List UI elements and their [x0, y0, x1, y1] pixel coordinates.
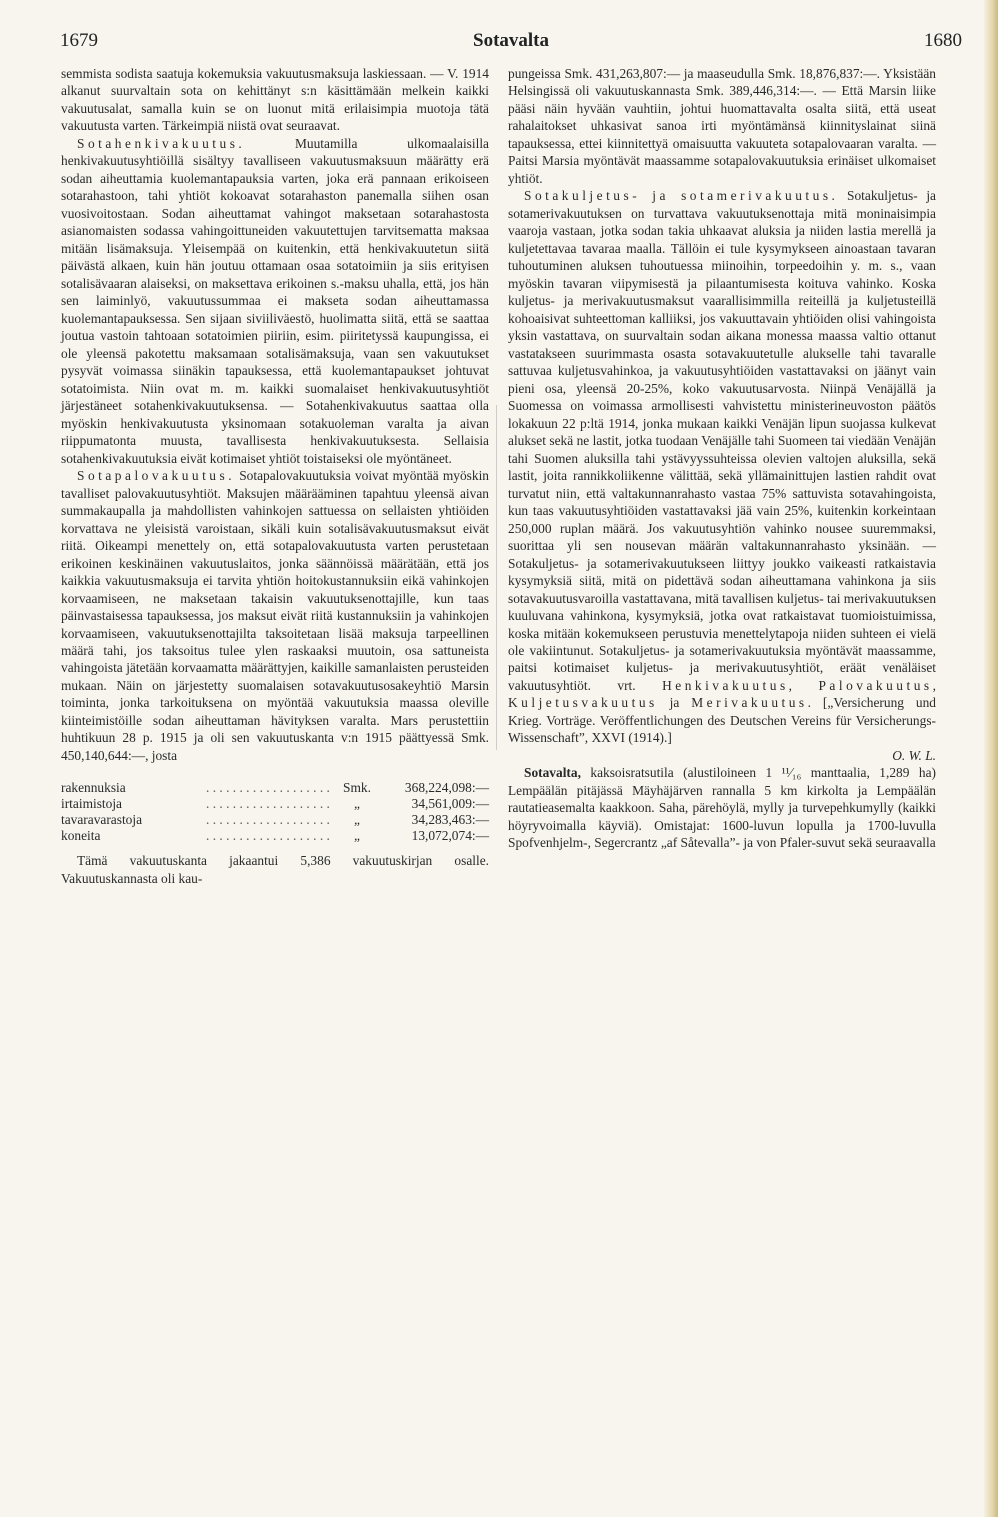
ledger-row	[61, 780, 489, 796]
paragraph-sotakuljetus: Sotakuljetus- ja sotamerivakuutus. Sotakuljetus- ja sotamerivakuutuksen on turvattava vakuutuksenottaja mitä moninaisimpia vaaroja vastaan, jotka sodan takia uhkaavat aluksia ja niiden lastia merellä ja kuljetettavaa tavaraa maalla. Tällöin ei tule kysymykseen ainoastaan tavaran tuhoutuminen aluksen tuhoutuessa miinoihin, torpeedoihin y. m. s., vaan myöskin tavaran viipymisestä ja pilaantumisesta koituva vahinko. Koska kuljetus- ja merivakuutusmaksut vaarallisimmilla reiteillä ja kuljetusteillä kohoaisivat suhteettoman kalliiksi, jos vakuuttavain yhtiöiden olisi vahingoista yksin vastattava, on suurvaltain sodan aikana monessa maassa valtio ottanut vastatakseen suurimmasta osasta sotavakuutetulle alukselle tahi tavaralle sattuvaa kuljetusvahinkoa, ja vakuutusyhtiöiden vastattavaksi on jäänyt vain pieni osa, yleensä 20-25%, koko vakuutusarvosta. Niinpä Venäjällä ja Suomessa on voimassa armollisesti vahvistettu ministerineuvoston päätös lokakuun 22 p:ltä 1914, jonka mukaan kaikki Venäjän lipun suojassa kulkevat alukset sekä ne lastit, jotka tuodaan Venäjälle tahi Suomeen tai viedään Venäjän tahi Suomen aluksilla tahi ystävyyssuhteissa olevien valtojen aluksilla, sekä lastit, joita rannikkoliikenne välittää, sekä yllämainittujen lastien rahdit ovat turvatut niin, että valtakunnanrahasto vastaa 75% sattuvista sotavahingoista, kun taas vakuutusyhtiöiden vastattavaksi jää vain 25%, kuitenkin korkeintaan 250,000 ruplan määrä. Jos vakuutusyhtiön vahinko nousee suuremmaksi, suorittaa yli sen nousevan määrän valtakunnanrahasto yksinään. — Sotakuljetus- ja sotamerivakuutukseen liittyy joukko vaikeasti ratkaistavia kysymyksiä siitä, mitä on pidettävä sodan aiheuttamana vahinkona ja siis sotavakuutusvaroilla vastattavana, mitä tavallisen kuljetus- tai merivakuutuksen kuuluvana vahinkona, kysymyksiä, jotka ovat ratkaistavat tuomioistuimissa, koska mitään kokemukseen perustuvia menettelytapoja niiden suhteen ei vielä ole vakiintunut. Sotakuljetus- ja sotamerivakuutuksia myöntävät maassamme, paitsi kotimaiset kuljetus- ja merivakuutusyhtiöt, eräät venäläiset vakuutusyhtiöt. vrt. Henkivakuutus, Palovakuutus, Kuljetusvakuutus ja Merivakuutus. [„Versicherung und Krieg. Vorträge. Veröffentlichungen des Deutschen Vereins für Versicherungs-Wissenschaft”, XXVI (1914).]	[508, 188, 937, 746]
ledger-dots: . . . . . . . . . . . . . . . . . . .	[206, 828, 330, 844]
ledger-label: irtaimistoja	[61, 796, 122, 812]
page-header	[60, 30, 962, 58]
page-title: Sotavalta	[473, 30, 549, 51]
term-sotavalta: Sotavalta,	[524, 765, 581, 781]
page-edge-shadow	[984, 0, 998, 1517]
cross-ref-merivakuutus[interactable]: Merivakuutus	[691, 695, 808, 711]
ledger-label: tavaravarastoja	[61, 812, 143, 828]
ledger-dots: . . . . . . . . . . . . . . . . . . .	[206, 796, 330, 812]
paragraph-sotavalta-estate: Sotavalta, kaksoisratsutila (alustiloineen 1 ¹¹⁄₁₆ manttaalia, 1,289 ha) Lempäälän pitäjässä Mäyhäjärven rannalla 5 km kirkolta ja Lempäälän rautatieasemalta kaakkoon. Saha, pärehöylä, mylly ja turvepehkumylly (kaikki höyryvoimalla käyviä). Omistajat: 1600-luvun lopulla ja 1700-luvulla Spofvenhjelm-, Segercrantz „af Såtevalla”- ja von Pfaler-suvut sekä seuraavalla	[508, 765, 936, 851]
cross-ref-kuljetusvakuutus[interactable]: Kuljetusvakuutus	[508, 695, 658, 711]
term-sotapalovakuutus: Sotapalovakuutus.	[77, 468, 236, 484]
paragraph-intro: semmista sodista saatuja kokemuksia vakuutusmaksuja laskiessaan. — V. 1914 alkanut suurvaltain sota on kehittänyt s:n käsittämään melkein kaikki vakuutusalat, samalla kuin se on luonut mitä erilaisimpia muotoja tätä vakuutusta varten. Tärkeimpiä niistä ovat seuraavat.	[61, 66, 489, 134]
paragraph-continuation: pungeissa Smk. 431,263,807:— ja maaseudulla Smk. 18,876,837:—. Yksistään Helsingissä oli vakuutuskannasta Smk. 389,446,314:—. — Että Marsin liike pääsi näin hyvään vauhtiin, johtui huomattavalta osalta siitä, että useat rahalaitokset uhkasivat sanoa irti myöntämänsä kiinnityslainat siinä tapauksessa, ettei kiinnitettyä omaisuutta vakuuteta sotapalovaaran varalta. — Paitsi Marsia myöntävät maassamme sotapalovakuutuksia erinäiset ulkomaiset yhtiöt.	[508, 66, 936, 186]
page-number-left: 1679	[60, 30, 98, 51]
left-column	[61, 65, 489, 887]
cross-ref-palovakuutus[interactable]: Palovakuutus	[818, 677, 933, 693]
ledger-amount: 368,224,098:—	[404, 780, 489, 796]
ledger-currency: „	[354, 812, 360, 828]
author-signature: O. W. L.	[892, 747, 936, 763]
ledger-row	[61, 828, 489, 844]
ledger-currency: Smk.	[343, 780, 371, 796]
insurance-ledger	[61, 780, 489, 844]
term-sotahenkivakuutus: Sotahenkivakuutus.	[77, 135, 246, 151]
ledger-amount: 34,283,463:—	[411, 812, 489, 828]
cross-ref-henkivakuutus[interactable]: Henkivakuutus	[662, 677, 789, 693]
paragraph-sotahenkivakuutus: Sotahenkivakuutus. Muutamilla ulkomaalaisilla henkivakuutusyhtiöillä sisältyy tavalliseen vakuutusmaksuun määrätty erä sodan aiheuttamia kuolemantapauksia varten, joka erä pannaan erikoiseen sotarahastoon, tahi yhtiöt kokoavat sotarahaston panemalla siihen osan vuosivoitostaan. Sodan aiheuttamat vahingot maksetaan sotarahastosta asianomaisten sodassa vahingoittuneiden vakuutettujen tarvitsematta maksaa mitään lisämaksuja. Yleisempää on kuitenkin, että henkivakuutetun siitä päivästä alkaen, kuin hän joutuu ottamaan osaa sotatoimiin ja siis erityisen sotalisävaaran alaiseksi, on maksettava erikoinen s.-maksu uhalla, että, jos hän sen laiminlyö, vakuutussummaa ei makseta sodan aiheuttamassa kuolemantapauksessa. Sen sijaan siviiliväestö, huolimatta siitä, että se saattaa joutua vastoin tahtoaan sotatoimien piiriin, esim. piiritetyssä kaupungissa, ei ole yleensä pakotettu maksamaan sotalisämaksuja, vaan sen vakuutukset pysyvät voimassa siinäkin tapauksessa, että kuolemantapaukset johtuvat sotatoimista. Niin ovat m. m. kaikki suomalaiset henkivakuutusyhtiöt järjestäneet sotahenkivakuutuksensa. — Sotahenkivakuutus saattaa olla myöskin henkivakuutusta yksinomaan sotakuoleman varalta ja aivan riippumatonta muusta, tavallisesta henkivakuutuksesta. Sellaisia sotahenkivakuutuksia eivät kotimaiset yhtiöt toistaiseksi ole myöntäneet.	[61, 135, 489, 466]
ledger-currency: „	[354, 828, 360, 844]
ledger-row	[61, 796, 489, 812]
ledger-amount: 34,561,009:—	[411, 796, 489, 812]
page-number-right: 1680	[924, 30, 962, 51]
ledger-row	[61, 812, 489, 828]
ledger-amount: 13,072,074:—	[411, 828, 489, 844]
ledger-currency: „	[354, 796, 360, 812]
paragraph-ledger-summary: Tämä vakuutuskanta jakaantui 5,386 vakuutuskirjan osalle. Vakuutuskannasta oli kau-	[61, 853, 489, 886]
ledger-dots: . . . . . . . . . . . . . . . . . . .	[206, 812, 330, 828]
ledger-label: koneita	[61, 828, 101, 844]
ledger-dots: . . . . . . . . . . . . . . . . . . .	[206, 780, 330, 796]
right-column	[508, 65, 936, 852]
paragraph-sotapalovakuutus: Sotapalovakuutus. Sotapalovakuutuksia voivat myöntää myöskin tavalliset palovakuutusyhtiöt. Maksujen määrääminen tapahtuu yleensä aivan summakaupalla ja mahdollisten vahinkojen sattuessa on sellaisten yhtiöiden korvattava ne yleisistä varoistaan, sikäli kuin sotalisävakuutusmaksut eivät riitä. Oikeampi menettely on, että sotapalovakuutusta varten perustetaan erikoinen keskinäinen vakuutuslaitos, jonka säännöissä määrätään, että jos kaikkia vakuutusmaksuja ei tarvita yhtiön hoitokustannuksiin eikä vahinkojen korvaamiseen, ne maksetaan takaisin vakuutuksenottajille, kun taas päinvastaisessa tapauksessa, jos maksut eivät riitä kustannuksiin ja vahinkojen korvaamiseen, vakuutuksenottajilta taksoitetaan lisää maksuja tarpeellinen määrä tahi, jos taksoitus tulee ylen raskaaksi muutoin, osa sattuneista vahingoista jätetään korvaamatta määrättyjen, kaikille samanlaisten perusteiden mukaan. Näin on järjestetty suomalaisen sotavakuutusosakeyhtiö Marsin toiminta, jonka tarkoituksena on myöntää vakuutuksia maassa oleville kiinteimistöille sodan aiheuttaman hävityksen varalta. Mars perustettiin huhtikuun 28 p. 1915 ja oli sen vakuutuskanta v:n 1915 päättyessä Smk. 450,140,644:—, josta	[61, 468, 489, 763]
ledger-label: rakennuksia	[61, 780, 126, 796]
term-sotakuljetus: Sotakuljetus- ja sotamerivakuutus.	[524, 188, 839, 204]
column-divider	[496, 405, 497, 750]
